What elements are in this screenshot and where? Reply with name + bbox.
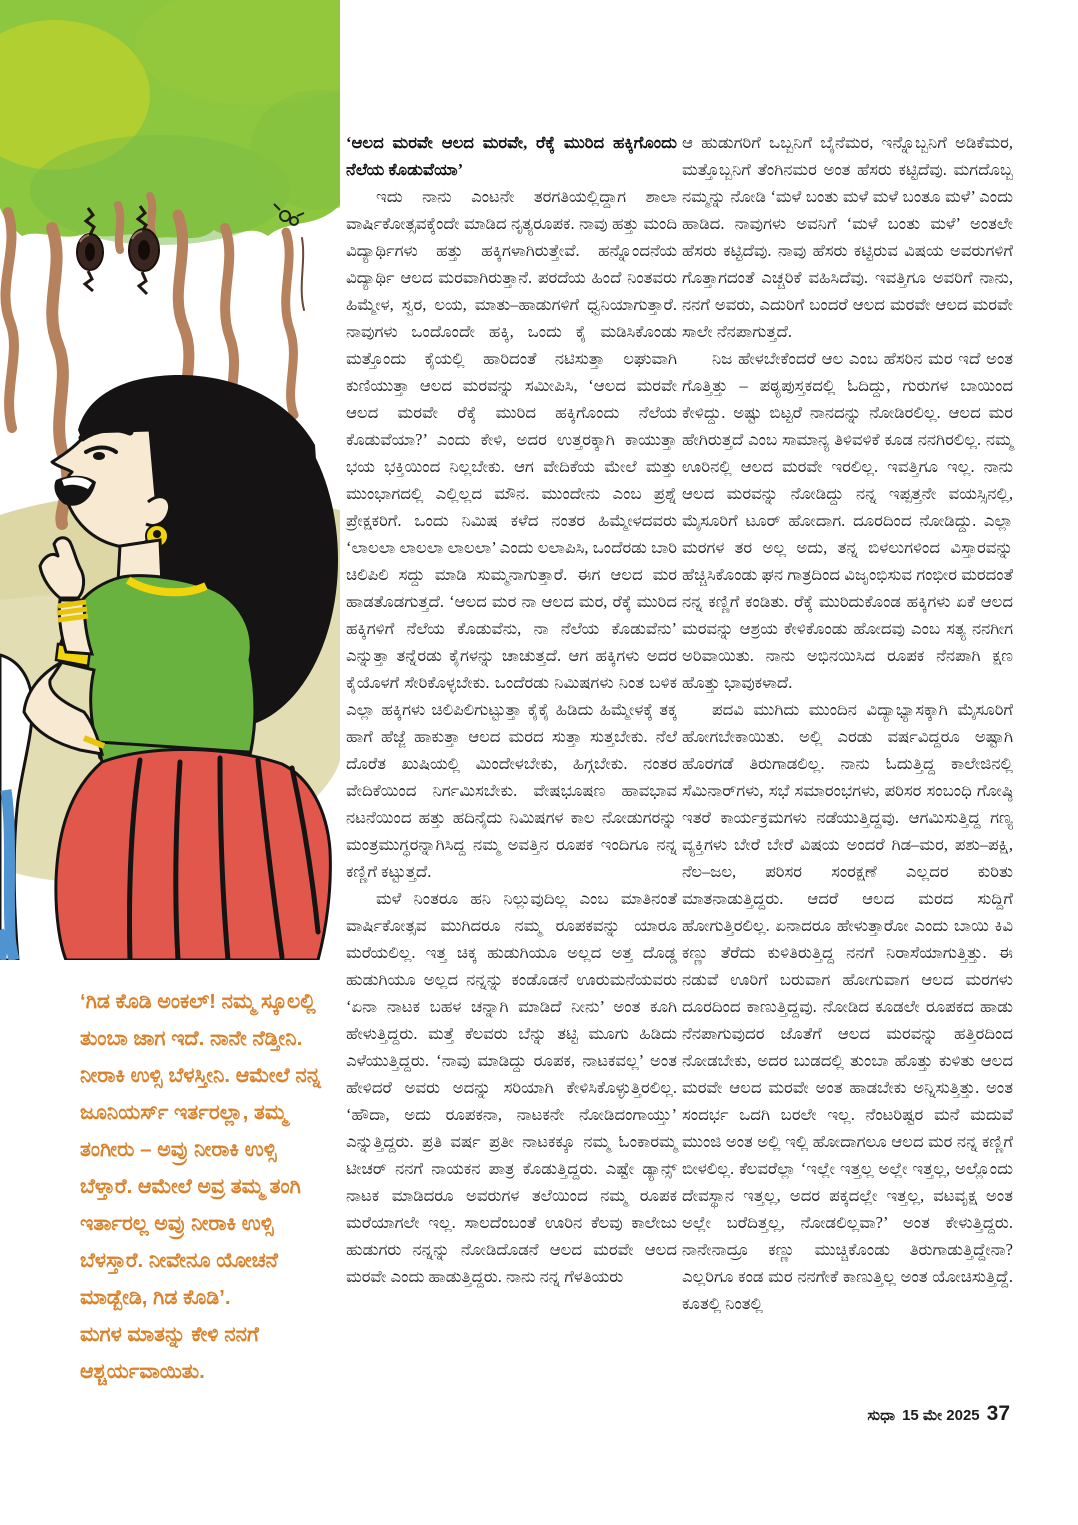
article-column-1 (346, 129, 677, 1290)
page-number: 37 (986, 1402, 1010, 1425)
issue-date: 15 ಮೇ 2025 (902, 1407, 980, 1424)
illustration-canvas (0, 0, 340, 960)
banyan-girl-illustration (0, 0, 340, 960)
article-paragraph: ಇದು ನಾನು ಎಂಟನೇ ತರಗತಿಯಲ್ಲಿದ್ದಾಗ ಶಾಲಾ ವಾರ್ಷಿಕೋತ್ಸವಕ್ಕೆಂದೇ ಮಾಡಿದ ನೃತ್ಯರೂಪಕ. ನಾವು ಹತ್ತು ಮಂದಿ ವಿದ್ಯಾರ್ಥಿಗಳು ಹತ್ತು ಹಕ್ಕಿಗಳಾಗಿರುತ್ತೇವೆ. ಹನ್ನೊಂದನೆಯ ವಿದ್ಯಾರ್ಥಿ ಆಲದ ಮರವಾಗಿರುತ್ತಾನೆ. ಪರದೆಯ ಹಿಂದೆ ನಿಂತವರು ಹಿಮ್ಮೇಳ, ಸ್ವರ, ಲಯ, ಮಾತು–ಹಾಡುಗಳಿಗೆ ಧ್ವನಿಯಾಗುತ್ತಾರೆ. ನಾವುಗಳು ಒಂದೊಂದೇ ಹಕ್ಕಿ, ಒಂದು ಕೈ ಮಡಿಸಿಕೊಂಡು ಮತ್ತೊಂದು ಕೈಯಲ್ಲಿ ಹಾರಿದಂತೆ ನಟಿಸುತ್ತಾ ಲಘುವಾಗಿ ಕುಣಿಯುತ್ತಾ ಆಲದ ಮರವನ್ನು ಸಮೀಪಿಸಿ, ‘ಆಲದ ಮರವೇ ಆಲದ ಮರವೇ ರೆಕ್ಕೆ ಮುರಿದ ಹಕ್ಕಿಗೊಂದು ನೆಲೆಯ ಕೊಡುವೆಯಾ?’ ಎಂದು ಕೇಳಿ, ಅದರ ಉತ್ತರಕ್ಕಾಗಿ ಕಾಯುತ್ತಾ ಭಯ ಭಕ್ತಿಯಿಂದ ನಿಲ್ಲಬೇಕು. ಆಗ ವೇದಿಕೆಯ ಮೇಲೆ ಮತ್ತು ಮುಂಭಾಗದಲ್ಲಿ ಎಲ್ಲಿಲ್ಲದ ಮೌನ. ಮುಂದೇನು ಎಂಬ ಪ್ರಶ್ನೆ ಪ್ರೇಕ್ಷಕರಿಗೆ. ಒಂದು ನಿಮಿಷ ಕಳೆದ ನಂತರ ಹಿಮ್ಮೇಳದವರು ‘ಲಾಲಲಾ ಲಾಲಲಾ ಲಾಲಲಾ’ ಎಂದು ಲಲಾಪಿಸಿ, ಒಂದೆರಡು ಬಾರಿ ಚಿಲಿಪಿಲಿ ಸದ್ದು ಮಾಡಿ ಸುಮ್ಮನಾಗುತ್ತಾರೆ. ಈಗ ಆಲದ ಮರ ಹಾಡತೊಡಗುತ್ತದೆ. ‘ಆಲದ ಮರ ನಾ ಆಲದ ಮರ, ರೆಕ್ಕೆ ಮುರಿದ ಹಕ್ಕಿಗಳಿಗೆ ನೆಲೆಯ ಕೊಡುವೆನು, ನಾ ನೆಲೆಯ ಕೊಡುವೆನು’ ಎನ್ನುತ್ತಾ ತನ್ನೆರಡು ಕೈಗಳನ್ನು ಚಾಚುತ್ತದೆ. ಆಗ ಹಕ್ಕಿಗಳು ಅದರ ಕೈಯೊಳಗೆ ಸೇರಿಕೊಳ್ಳಬೇಕು. ಒಂದೆರಡು ನಿಮಿಷಗಳು ನಿಂತ ಬಳಿಕ ಎಲ್ಲಾ ಹಕ್ಕಿಗಳು ಚಿಲಿಪಿಲಿಗುಟ್ಟುತ್ತಾ ಕೈಕೈ ಹಿಡಿದು ಹಿಮ್ಮೇಳಕ್ಕೆ ತಕ್ಕ ಹಾಗೆ ಹೆಜ್ಜೆ ಹಾಕುತ್ತಾ ಆಲದ ಮರದ ಸುತ್ತಾ ಸುತ್ತಬೇಕು. ನೆಲೆ ದೊರೆತ ಖುಷಿಯಲ್ಲಿ ಮಿಂದೇಳಬೇಕು, ಹಿಗ್ಗಬೇಕು. ನಂತರ ವೇದಿಕೆಯಿಂದ ನಿರ್ಗಮಿಸಬೇಕು. ವೇಷಭೂಷಣ ಹಾವಭಾವ ನಟನೆಯಿಂದ ಹತ್ತು ಹದಿನೈದು ನಿಮಿಷಗಳ ಕಾಲ ನೋಡುಗರನ್ನು ಮಂತ್ರಮುಗ್ಧರನ್ನಾಗಿಸಿದ್ದ ನಮ್ಮ ಅವತ್ತಿನ ರೂಪಕ ಇಂದಿಗೂ ನನ್ನ ಕಣ್ಣಿಗೆ ಕಟ್ಟುತ್ತದೆ. (346, 187, 677, 881)
magazine-name: ಸುಧಾ (867, 1407, 896, 1424)
pull-quote-text: ‘ಗಿಡ ಕೊಡಿ ಅಂಕಲ್! ನಮ್ಮ ಸ್ಕೂಲಲ್ಲಿ ತುಂಬಾ ಜಾಗ ಇದೆ. ನಾನೇ ನೆಡ್ತೀನಿ. ನೀರಾಕಿ ಉಳ್ಸಿ ಬೆಳಸ್ತೀನಿ. ಆಮೇಲೆ ನನ್ನ ಜೂನಿಯರ್ಸ್ ಇರ್ತರಲ್ಲಾ, ತಮ್ಮ ತಂಗೀರು – ಅವ್ರು ನೀರಾಕಿ ಉಳ್ಸಿ ಬೆಳ್ತಾರೆ. ಆಮೇಲೆ ಅವ್ರ ತಮ್ಮ ತಂಗಿ ಇರ್ತಾರಲ್ಲ ಅವ್ರು ನೀರಾಕಿ ಉಳ್ಸಿ ಬೆಳಸ್ತಾರೆ. ನೀವೇನೂ ಯೋಚನೆ ಮಾಡ್ಬೇಡಿ, ಗಿಡ ಕೊಡಿ’. (80, 990, 321, 1309)
pull-quote-closing: ಮಗಳ ಮಾತನ್ನು ಕೇಳಿ ನನಗೆ ಆಶ್ಚರ್ಯವಾಯಿತು. (80, 1323, 259, 1383)
article-column-2 (682, 129, 1013, 1317)
page-footer (867, 1402, 1010, 1426)
tree-canopy (0, 0, 340, 245)
article-paragraph: ಪದವಿ ಮುಗಿದು ಮುಂದಿನ ವಿದ್ಯಾಭ್ಯಾಸಕ್ಕಾಗಿ ಮೈಸೂರಿಗೆ ಹೋಗಬೇಕಾಯಿತು. ಅಲ್ಲಿ ಎರಡು ವರ್ಷವಿದ್ದರೂ ಅಷ್ಟಾಗಿ ಹೊರಗಡೆ ತಿರುಗಾಡಲಿಲ್ಲ. ನಾನು ಓದುತ್ತಿದ್ದ ಕಾಲೇಜಿನಲ್ಲಿ ಸೆಮಿನಾರ್‌ಗಳು, ಸಭೆ ಸಮಾರಂಭಗಳು, ಪರಿಸರ ಸಂಬಂಧಿ ಗೋಷ್ಠಿ ಇತರೆ ಕಾರ್ಯಕ್ರಮಗಳು ನಡೆಯುತ್ತಿದ್ದವು. ಆಗಮಿಸುತ್ತಿದ್ದ ಗಣ್ಯ ವ್ಯಕ್ತಿಗಳು ಬೇರೆ ಬೇರೆ ವಿಷಯ ಅಂದರೆ ಗಿಡ–ಮರ, ಪಶು–ಪಕ್ಷಿ, ನೆಲ–ಜಲ, ಪರಿಸರ ಸಂರಕ್ಷಣೆ ಎಲ್ಲದರ ಕುರಿತು ಮಾತನಾಡುತ್ತಿದ್ದರು. ಆದರೆ ಆಲದ ಮರದ ಸುದ್ದಿಗೆ ಹೋಗುತ್ತಿರಲಿಲ್ಲ. ಏನಾದರೂ ಹೇಳುತ್ತಾರೋ ಎಂದು ಬಾಯಿ ಕಿವಿ ಕಣ್ಣು ತೆರೆದು ಕುಳಿತಿರುತ್ತಿದ್ದ ನನಗೆ ನಿರಾಸೆಯಾಗುತ್ತಿತ್ತು. ಈ ನಡುವೆ ಊರಿಗೆ ಬರುವಾಗ ಹೋಗುವಾಗ ಆಲದ ಮರಗಳು ದೂರದಿಂದ ಕಾಣುತ್ತಿದ್ದವು. ನೋಡಿದ ಕೂಡಲೇ ರೂಪಕದ ಹಾಡು ನೆನಪಾಗುವುದರ ಜೊತೆಗೆ ಆಲದ ಮರವನ್ನು ಹತ್ತಿರದಿಂದ ನೋಡಬೇಕು, ಅದರ ಬುಡದಲ್ಲಿ ತುಂಬಾ ಹೊತ್ತು ಕುಳಿತು ಆಲದ ಮರವೇ ಆಲದ ಮರವೇ ಅಂತ ಹಾಡಬೇಕು ಅನ್ನಿಸುತ್ತಿತ್ತು. ಅಂತ ಸಂದರ್ಭ ಒದಗಿ ಬರಲೇ ಇಲ್ಲ. ನೆಂಟರಿಷ್ಟರ ಮನೆ ಮದುವೆ ಮುಂಜಿ ಅಂತ ಅಲ್ಲಿ ಇಲ್ಲಿ ಹೋದಾಗಲೂ ಆಲದ ಮರ ನನ್ನ ಕಣ್ಣಿಗೆ ಬೀಳಲಿಲ್ಲ. ಕೆಲವರೆಲ್ಲಾ ‘ಇಲ್ಲೇ ಇತ್ತಲ್ಲ ಅಲ್ಲೇ ಇತ್ತಲ್ಲ, ಅಲ್ಲೊಂದು ದೇವಸ್ಥಾನ ಇತ್ತಲ್ಲ, ಅದರ ಪಕ್ಕದಲ್ಲೇ ಇತ್ತಲ್ಲ, ವಟವೃಕ್ಷ ಅಂತ ಅಲ್ಲೇ ಬರೆದಿತ್ತಲ್ಲ, ನೋಡಲಿಲ್ಲವಾ?’ ಅಂತ ಕೇಳುತ್ತಿದ್ದರು. ನಾನೇನಾದ್ರೂ ಕಣ್ಣು ಮುಚ್ಚಿಕೊಂಡು ತಿರುಗಾಡುತ್ತಿದ್ದೇನಾ? ಎಲ್ಲರಿಗೂ ಕಂಡ ಮರ ನನಗೇಕೆ ಕಾಣುತ್ತಿಲ್ಲ ಅಂತ ಯೋಚಿಸುತ್ತಿದ್ದೆ. ಕೂತಲ್ಲಿ ನಿಂತಲ್ಲಿ (682, 700, 1013, 1313)
article-paragraph: ಮಳೆ ನಿಂತರೂ ಹನಿ ನಿಲ್ಲುವುದಿಲ್ಲ ಎಂಬ ಮಾತಿನಂತೆ ವಾರ್ಷಿಕೋತ್ಸವ ಮುಗಿದರೂ ನಮ್ಮ ರೂಪಕವನ್ನು ಯಾರೂ ಮರೆಯಲಿಲ್ಲ. ಇತ್ತ ಚಿಕ್ಕ ಹುಡುಗಿಯೂ ಅಲ್ಲದ ಅತ್ತ ದೊಡ್ಡ ಹುಡುಗಿಯೂ ಅಲ್ಲದ ನನ್ನನ್ನು ಕಂಡೊಡನೆ ಊರುಮನೆಯವರು ‘ಏನಾ ನಾಟಕ ಬಹಳ ಚನ್ನಾಗಿ ಮಾಡಿದೆ ನೀನು’ ಅಂತ ಕೂಗಿ ಹೇಳುತ್ತಿದ್ದರು. ಮತ್ತೆ ಕೆಲವರು ಬೆನ್ನು ತಟ್ಟಿ ಮೂಗು ಹಿಡಿದು ಎಳೆಯುತ್ತಿದ್ದರು. ‘ನಾವು ಮಾಡಿದ್ದು ರೂಪಕ, ನಾಟಕವಲ್ಲ’ ಅಂತ ಹೇಳಿದರೆ ಅವರು ಅದನ್ನು ಸರಿಯಾಗಿ ಕೇಳಿಸಿಕೊಳ್ಳುತ್ತಿರಲಿಲ್ಲ. ‘ಹೌದಾ, ಅದು ರೂಪಕನಾ, ನಾಟಕನೇ ನೋಡಿದಂಗಾಯ್ತು’ ಎನ್ನುತ್ತಿದ್ದರು. ಪ್ರತಿ ವರ್ಷ ಪ್ರತೀ ನಾಟಕಕ್ಕೂ ನಮ್ಮ ಓಂಕಾರಮ್ಮ ಟೀಚರ್ ನನಗೆ ನಾಯಕನ ಪಾತ್ರ ಕೊಡುತ್ತಿದ್ದರು. ಎಷ್ಟೇ ಡ್ಯಾನ್ಸ್ ನಾಟಕ ಮಾಡಿದರೂ ಅವರುಗಳ ತಲೆಯಿಂದ ನಮ್ಮ ರೂಪಕ ಮರೆಯಾಗಲೇ ಇಲ್ಲ. ಸಾಲದೆಂಬಂತೆ ಊರಿನ ಕೆಲವು ಕಾಲೇಜು ಹುಡುಗರು ನನ್ನನ್ನು ನೋಡಿದೊಡನೆ ಆಲದ ಮರವೇ ಆಲದ ಮರವೇ ಎಂದು ಹಾಡುತ್ತಿದ್ದರು. ನಾನು ನನ್ನ ಗೆಳತಿಯರು (346, 889, 677, 1286)
girl-skirt (56, 749, 331, 960)
pull-quote (80, 983, 334, 1390)
article-paragraph: ಆ ಹುಡುಗರಿಗೆ ಒಬ್ಬನಿಗೆ ಬೈನೆಮರ, ಇನ್ನೊಬ್ಬನಿಗೆ ಅಡಿಕೆಮರ, ಮತ್ತೊಬ್ಬನಿಗೆ ತೆಂಗಿನಮರ ಅಂತ ಹೆಸರು ಕಟ್ಟಿದೆವು. ಮಗದೊಬ್ಬ ನಮ್ಮನ್ನು ನೋಡಿ ‘ಮಳೆ ಬಂತು ಮಳೆ ಮಳೆ ಬಂತೂ ಮಳೆ’ ಎಂದು ಹಾಡಿದ. ನಾವುಗಳು ಅವನಿಗೆ ‘ಮಳೆ ಬಂತು ಮಳೆ’ ಅಂತಲೇ ಹೆಸರು ಕಟ್ಟಿದೆವು. ನಾವು ಹೆಸರು ಕಟ್ಟಿರುವ ವಿಷಯ ಅವರುಗಳಿಗೆ ಗೊತ್ತಾಗದಂತೆ ಎಚ್ಚರಿಕೆ ವಹಿಸಿದೆವು. ಇವತ್ತಿಗೂ ಅವರಿಗೆ ನಾನು, ನನಗೆ ಅವರು, ಎದುರಿಗೆ ಬಂದರೆ ಆಲದ ಮರವೇ ಆಲದ ಮರವೇ ಸಾಲೇ ನೆನಪಾಗುತ್ತದೆ. (682, 133, 1013, 341)
article-paragraph: ನಿಜ ಹೇಳಬೇಕೆಂದರೆ ಆಲ ಎಂಬ ಹೆಸರಿನ ಮರ ಇದೆ ಅಂತ ಗೊತ್ತಿತ್ತು – ಪಠ್ಯಪುಸ್ತಕದಲ್ಲಿ ಓದಿದ್ದು, ಗುರುಗಳ ಬಾಯಿಂದ ಕೇಳಿದ್ದು. ಅಷ್ಟು ಬಿಟ್ಟರೆ ನಾನದನ್ನು ನೋಡಿರಲಿಲ್ಲ. ಆಲದ ಮರ ಹೇಗಿರುತ್ತದೆ ಎಂಬ ಸಾಮಾನ್ಯ ತಿಳಿವಳಿಕೆ ಕೂಡ ನನಗಿರಲಿಲ್ಲ. ನಮ್ಮ ಊರಿನಲ್ಲಿ ಆಲದ ಮರವೇ ಇರಲಿಲ್ಲ. ಇವತ್ತಿಗೂ ಇಲ್ಲ. ನಾನು ಆಲದ ಮರವನ್ನು ನೋಡಿದ್ದು ನನ್ನ ಇಪ್ಪತ್ತನೇ ವಯಸ್ಸಿನಲ್ಲಿ, ಮೈಸೂರಿಗೆ ಟೂರ್ ಹೋದಾಗ. ದೂರದಿಂದ ನೋಡಿದ್ದು. ಎಲ್ಲಾ ಮರಗಳ ತರ ಅಲ್ಲ ಅದು, ತನ್ನ ಬಿಳಲುಗಳಿಂದ ವಿಸ್ತಾರವನ್ನು ಹೆಚ್ಚಿಸಿಕೊಂಡು ಘನ ಗಾತ್ರದಿಂದ ವಿಜೃಂಭಿಸುವ ಗಂಭೀರ ಮರದಂತೆ ನನ್ನ ಕಣ್ಣಿಗೆ ಕಂಡಿತು. ರೆಕ್ಕೆ ಮುರಿದುಕೊಂಡ ಹಕ್ಕಿಗಳು ಏಕೆ ಆಲದ ಮರವನ್ನು ಆಶ್ರಯ ಕೇಳಿಕೊಂಡು ಹೋದವು ಎಂಬ ಸತ್ಯ ನನಗೀಗ ಅರಿವಾಯಿತು. ನಾನು ಅಭಿನಯಿಸಿದ ರೂಪಕ ನೆನಪಾಗಿ ಕ್ಷಣ ಹೊತ್ತು ಭಾವುಕಳಾದೆ. (682, 349, 1013, 692)
earring-center (153, 530, 161, 538)
opening-song-quote: ‘ಆಲದ ಮರವೇ ಆಲದ ಮರವೇ, ರೆಕ್ಕೆ ಮುರಿದ ಹಕ್ಕಿಗೊಂದು ನೆಲೆಯ ಕೊಡುವೆಯಾ’ (346, 133, 677, 179)
